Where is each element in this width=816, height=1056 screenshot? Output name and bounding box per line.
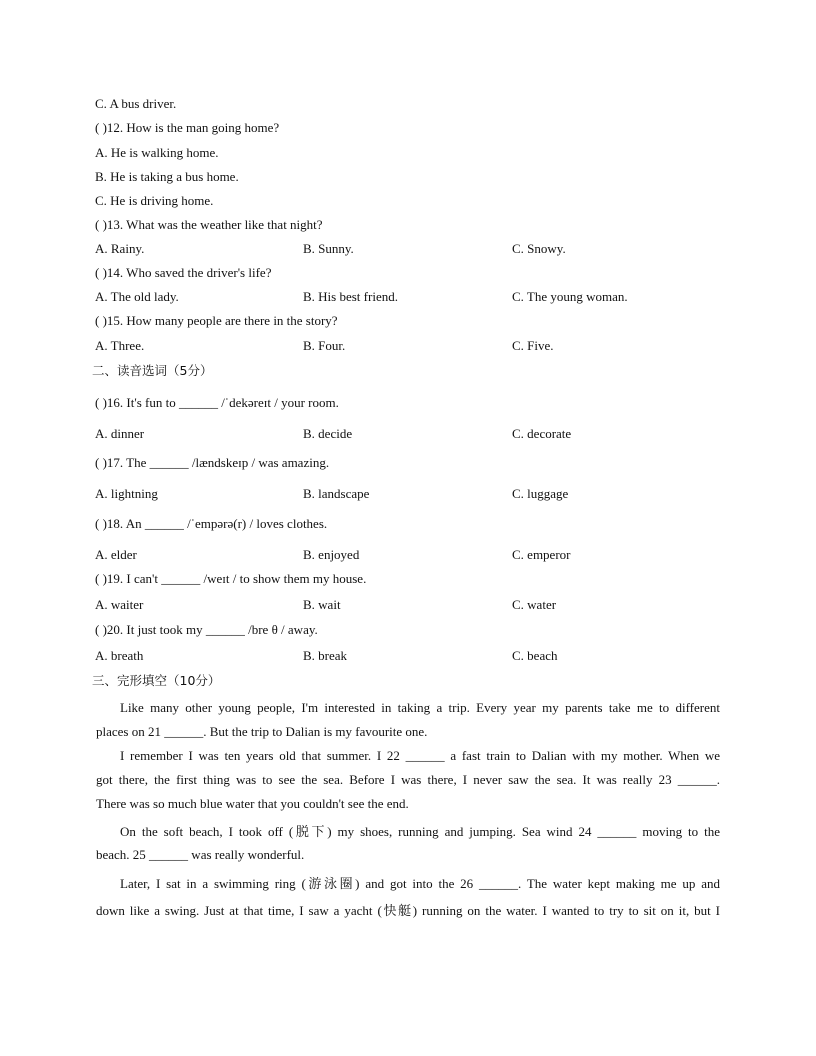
q11-option-c: C. A bus driver. [95, 96, 177, 111]
q16-option-c: C. decorate [512, 426, 572, 441]
q12-option-b: B. He is taking a bus home. [95, 169, 239, 184]
q19-option-c: C. water [512, 597, 557, 612]
q18-options [0, 547, 816, 563]
passage-line: Later, I sat in a swimming ring (游泳圈) and got into the 26 ______. The water kept making me up and [120, 876, 720, 891]
q17-option-b: B. landscape [303, 486, 370, 501]
q15-option-c: C. Five. [512, 338, 554, 353]
q16-option-a: A. dinner [95, 426, 145, 441]
q18-option-a: A. elder [95, 547, 137, 562]
q16-option-b: B. decide [303, 426, 353, 441]
q17-option-c: C. luggage [512, 486, 569, 501]
q20-option-c: C. beach [512, 648, 558, 663]
passage-line: beach. 25 ______ was really wonderful. [96, 847, 305, 862]
passage-line: down like a swing. Just at that time, I saw a yacht (快艇) running on the water. I wanted to try to sit on it, but I [96, 903, 720, 918]
passage-line: got there, the first thing was to see the sea. Before I was there, I never saw the sea. It was really 23 ______. [96, 772, 720, 787]
q14-options [0, 289, 816, 305]
passage-line: On the soft beach, I took off (脱下) my shoes, running and jumping. Sea wind 24 ______ moving to the [120, 824, 720, 839]
q12-option-c: C. He is driving home. [95, 193, 214, 208]
q15-option-b: B. Four. [303, 338, 346, 353]
q20-option-b: B. break [303, 648, 348, 663]
passage-line: Like many other young people, I'm interested in taking a trip. Every year my parents take me to different [120, 700, 720, 715]
q20-options [0, 648, 816, 664]
passage-line: I remember I was ten years old that summer. I 22 ______ a fast train to Dalian with my mother. When we [120, 748, 720, 763]
question-13: ( )13. What was the weather like that night? [95, 217, 323, 232]
question-14: ( )14. Who saved the driver's life? [95, 265, 272, 280]
q19-option-a: A. waiter [95, 597, 144, 612]
q13-options [0, 241, 816, 257]
passage-line: places on 21 ______. But the trip to Dalian is my favourite one. [96, 724, 428, 739]
q14-option-a: A. The old lady. [95, 289, 179, 304]
question-18: ( )18. An ______ /ˈempərə(r) / loves clothes. [95, 516, 328, 531]
question-15: ( )15. How many people are there in the story? [95, 313, 338, 328]
q19-option-b: B. wait [303, 597, 341, 612]
q19-options [0, 597, 816, 613]
q15-options [0, 338, 816, 354]
q14-option-b: B. His best friend. [303, 289, 398, 304]
passage-line: There was so much blue water that you couldn't see the end. [96, 796, 409, 811]
q17-options [0, 486, 816, 502]
question-16: ( )16. It's fun to ______ /ˈdekəreɪt / your room. [95, 395, 339, 410]
q13-option-a: A. Rainy. [95, 241, 145, 256]
q17-option-a: A. lightning [95, 486, 158, 501]
question-20: ( )20. It just took my ______ /bre θ / away. [95, 622, 318, 637]
q13-option-b: B. Sunny. [303, 241, 354, 256]
q16-options [0, 426, 816, 442]
section-2-title: 二、读音选词（5分） [92, 363, 213, 378]
q18-option-c: C. emperor [512, 547, 571, 562]
q12-option-a: A. He is walking home. [95, 145, 219, 160]
q15-option-a: A. Three. [95, 338, 145, 353]
q18-option-b: B. enjoyed [303, 547, 360, 562]
q20-option-a: A. breath [95, 648, 144, 663]
question-12: ( )12. How is the man going home? [95, 120, 280, 135]
q14-option-c: C. The young woman. [512, 289, 628, 304]
q13-option-c: C. Snowy. [512, 241, 566, 256]
question-17: ( )17. The ______ /lændskeɪp / was amazing. [95, 455, 330, 470]
section-3-title: 三、完形填空（10分） [92, 673, 221, 688]
question-19: ( )19. I can't ______ /weɪt / to show them my house. [95, 571, 367, 586]
